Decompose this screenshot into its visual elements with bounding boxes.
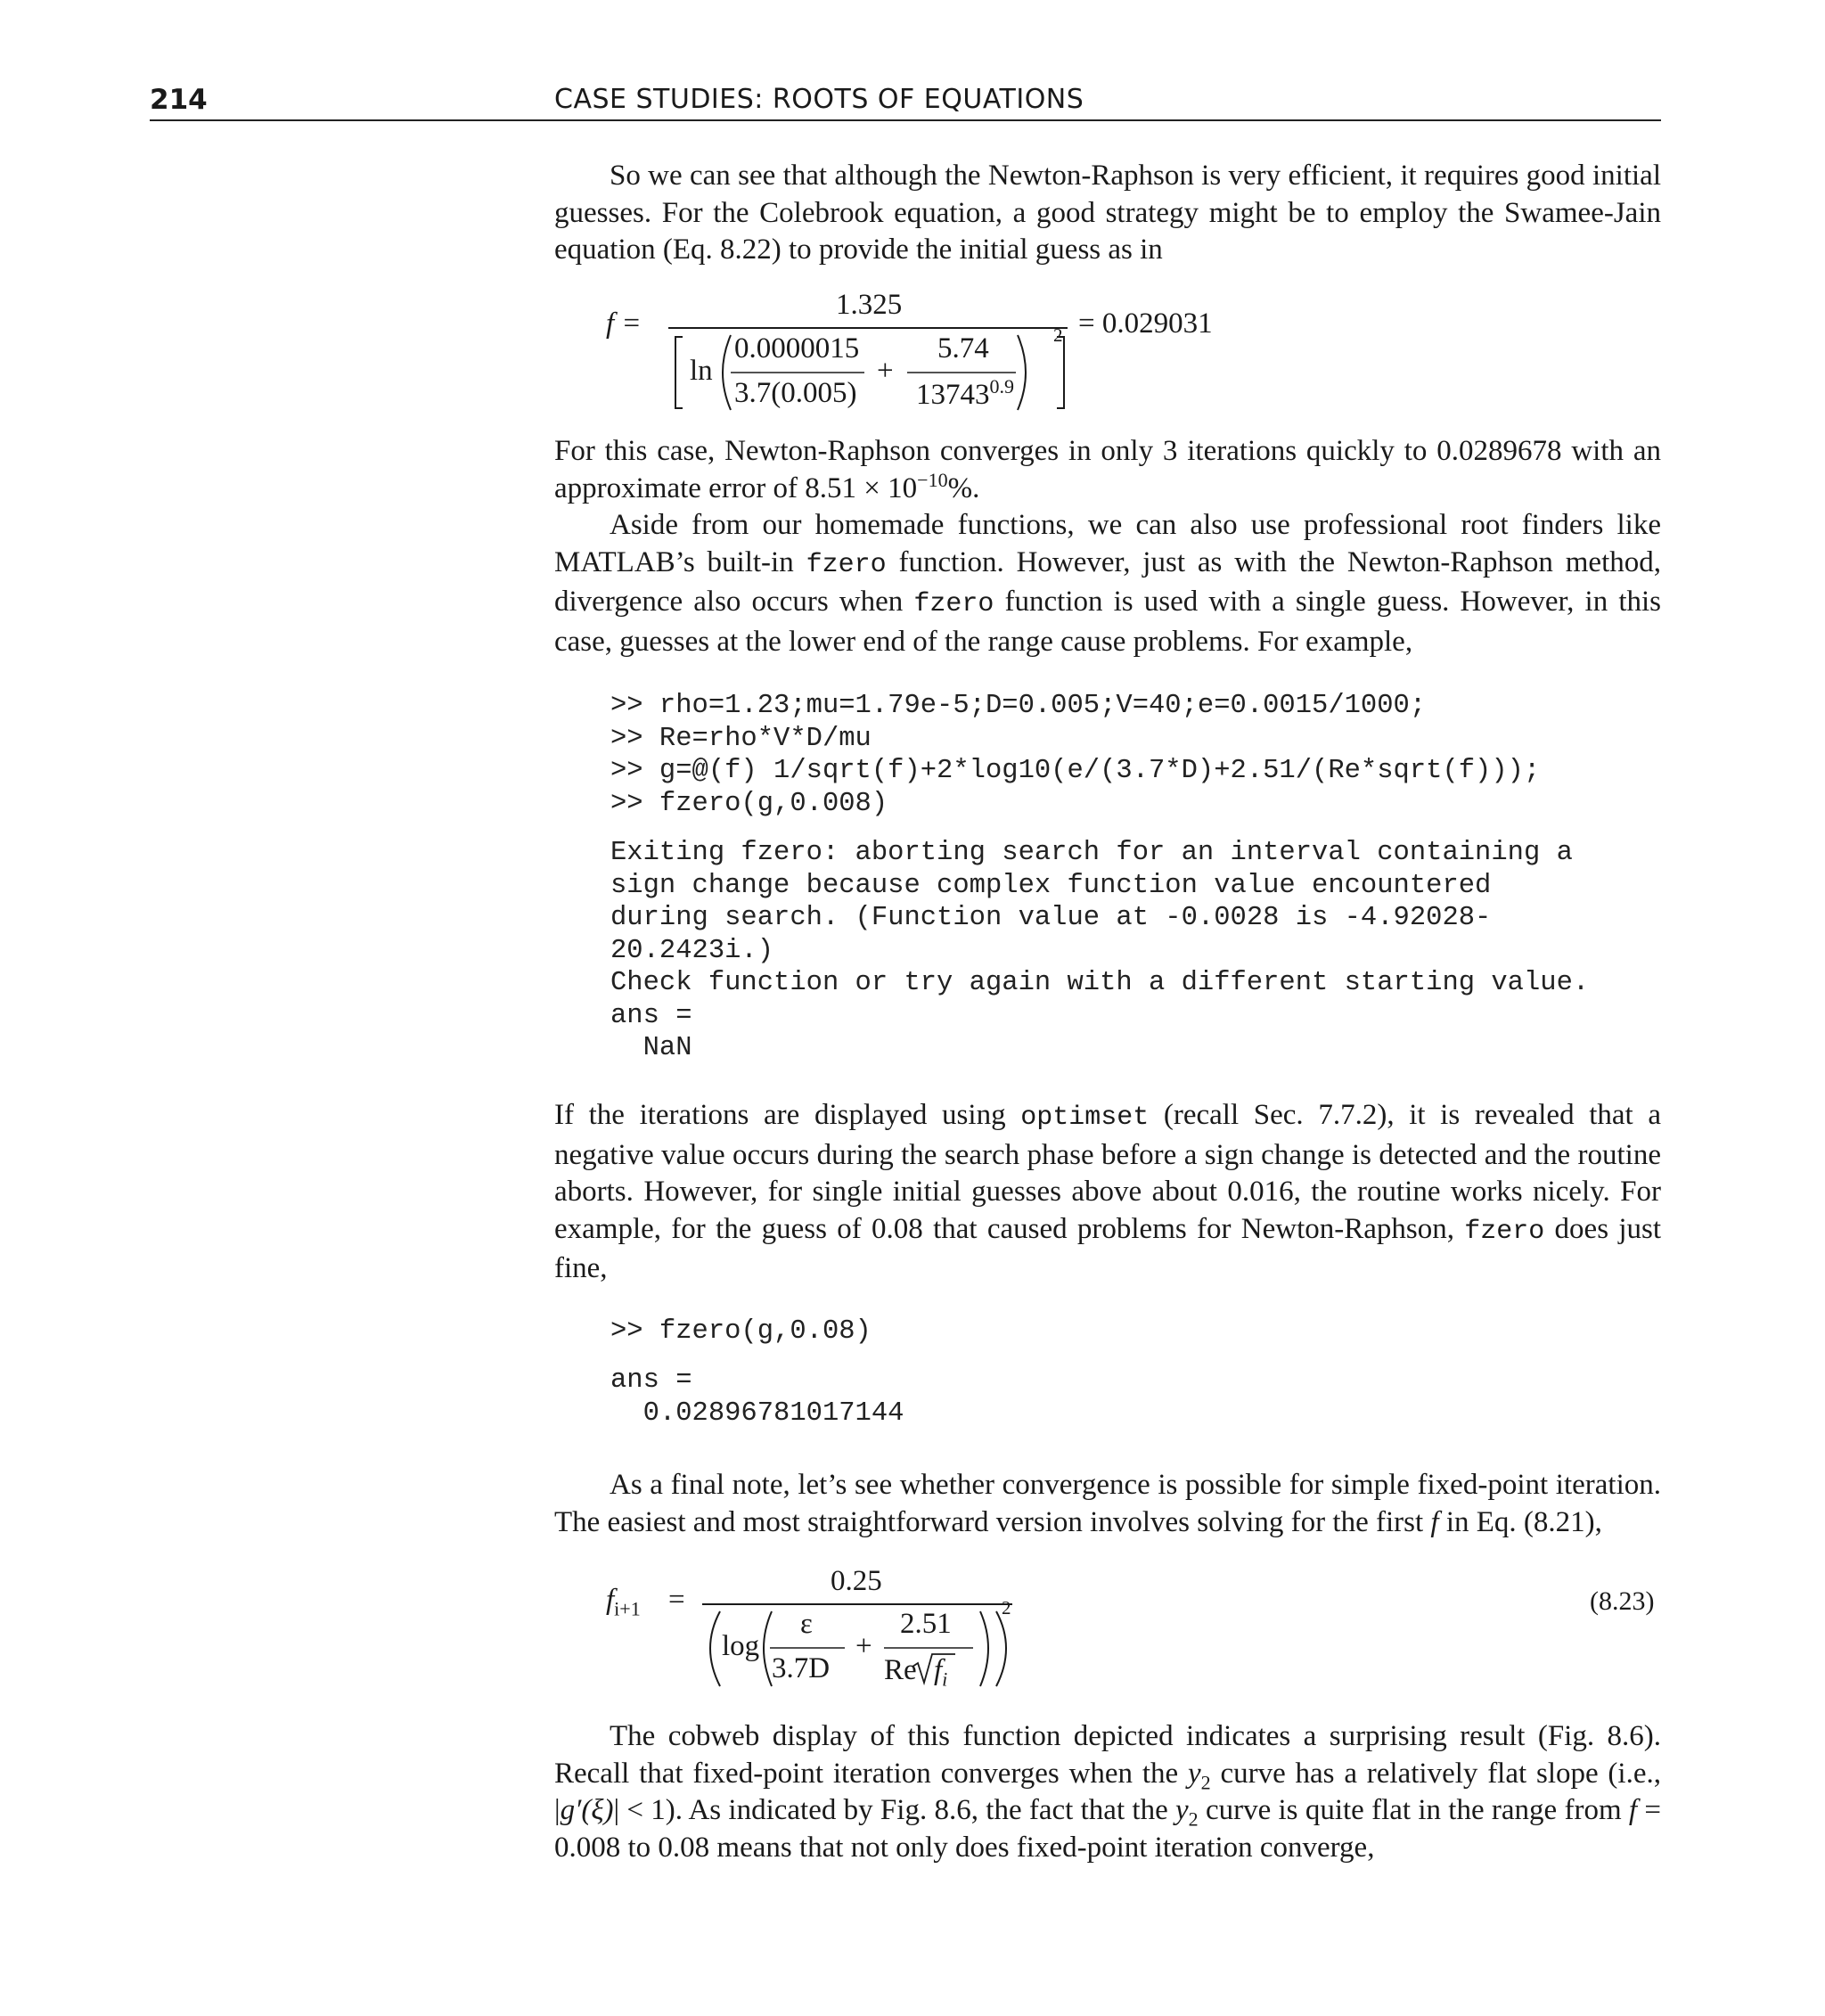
eq2-frac2-den-var: $f_i$ [934,1654,948,1691]
eq2-log: log [722,1630,760,1662]
paragraph-text: For this case, Newton-Raphson converges in only 3 iterations quickly to 0.0289678 with an approximate error of $8.51 \times 10^{-10}\%$. [554,435,1661,504]
equation-number: (8.23) [1590,1586,1655,1616]
paragraph-convergence [554,433,1661,660]
eq2-numerator: 0.25 [831,1565,882,1597]
eq1-frac1-den: 3.7(0.005) [734,377,857,409]
paragraph-cobweb [554,1718,1661,1866]
code-block-input: >> rho=1.23;mu=1.79e-5;D=0.005;V=40;e=0.0015/1000; >> Re=rho*V*D/mu >> g=@(f) 1/sqrt(f)+2*log10(e/(3.7*D)+2.51/(Re*sqrt(f))); >> fzero(g,0.008) [610,691,1541,819]
eq2-equals: = [668,1584,685,1616]
eq2-frac1-den: 3.7D [772,1652,831,1684]
eq1-numerator: 1.325 [836,289,903,321]
page-header [150,82,1661,121]
eq2-frac2-den-re: Re [884,1654,917,1686]
eq1-square: 2 [1053,324,1063,346]
eq2-frac1-num: ε [800,1608,813,1640]
paragraph-fzero-intro: Aside from our homemade functions, we can also use professional root finders like MATLAB’s built-in fzero function. However, just as with the Newton-Raphson method, divergence also occurs when fzero function is used with a single guess. However, in this case, guesses at the lower end of the range cause problems. For example, [554,509,1661,658]
code-block-fzero-result: ans = 0.02896781017144 [610,1365,904,1429]
eq1-frac1-num: 0.0000015 [734,332,860,365]
paragraph-text: As a final note, let’s see whether convergence is possible for simple fixed-point iteration. The easiest and most straightforward version involves solving for the first f in Eq. (8.21), [554,1469,1661,1538]
running-title: CASE STUDIES: ROOTS OF EQUATIONS [554,84,1084,115]
eq1-rhs: = 0.029031 [1078,307,1213,340]
eq2-plus: + [855,1630,872,1662]
paragraph-optimset [554,1097,1661,1288]
eq1-ln: ln [690,355,713,387]
paragraph-text: If the iterations are displayed using optimset (recall Sec. 7.7.2), it is revealed that a negative value occurs during the search phase before a sign change is detected and the routine aborts. However, for single initial guesses above about 0.016, the routine works nicely. For example, for the guess of 0.08 that caused problems for Newton-Raphson, fzero does just fine, [554,1099,1662,1284]
page-number: 214 [150,84,208,116]
paragraph-text: The cobweb display of this function depicted indicates a surprising result (Fig. 8.6). Recall that fixed-point iteration converges when the $y_2$ curve has a relatively flat slope (i.e., |g′(ξ)| < 1). As indicated by Fig. 8.6, the fact that the $y_2$ curve is quite flat in the range from f = 0.008 to 0.08 means that not only does fixed-point iteration converge, [554,1720,1661,1864]
equation-8-23 [606,1561,1661,1695]
eq2-square: 2 [1002,1597,1011,1619]
paragraph-fixed-point [554,1467,1661,1541]
eq1-plus: + [877,355,894,387]
code-block-output: Exiting fzero: aborting search for an interval containing a sign change because complex function value encountered during search. (Function value at -0.0028 is -4.92028- 20.2423i.) Check function or try again with a different starting value. ans = NaN [610,838,1590,1063]
eq2-frac2-num: 2.51 [900,1608,952,1640]
eq1-frac2-den: $13743^{0.9}$ [916,375,1014,411]
paragraph-intro [554,158,1661,269]
eq1-lhs: f = [606,307,642,340]
eq1-frac2-num: 5.74 [937,332,989,365]
eq2-lhs: $f_{i+1}$ [606,1584,641,1620]
code-block-fzero-call: >> fzero(g,0.08) [610,1316,872,1347]
equation-swamee-jain [606,283,1248,417]
paragraph-text: So we can see that although the Newton-Raphson is very efficient, it requires good initial guesses. For the Colebrook equation, a good strategy might be to employ the Swamee-Jain equation (Eq. 8.22) to provide the initial guess as in [554,160,1661,266]
